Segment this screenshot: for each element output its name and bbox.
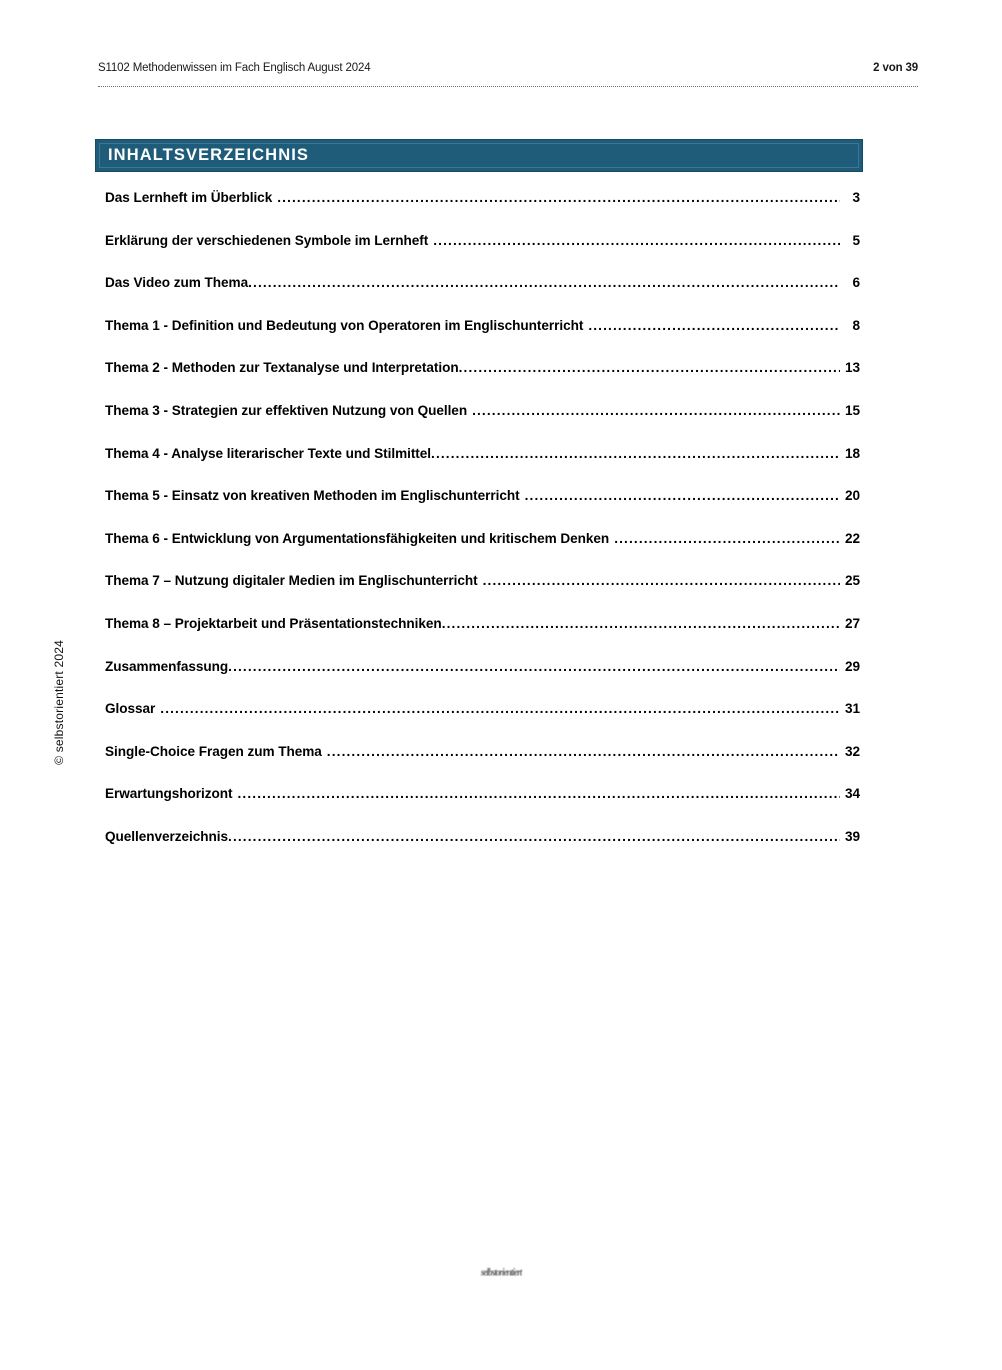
- toc-entry-page-number: 20: [844, 488, 860, 504]
- toc-entry-page-number: 3: [852, 190, 860, 205]
- toc-entry-page-number: 27: [844, 615, 860, 631]
- toc-entry[interactable]: [105, 744, 860, 787]
- toc-entry[interactable]: [105, 616, 860, 659]
- header-document-title: S1102 Methodenwissen im Fach Englisch August 2024: [98, 62, 371, 74]
- toc-leader-dots: [472, 403, 840, 417]
- toc-entry-label: Thema 7 – Nutzung digitaler Medien im Englischunterricht: [105, 573, 478, 589]
- toc-entry[interactable]: [105, 275, 860, 318]
- toc-entry-label: Thema 1 - Definition und Bedeutung von Operatoren im Englischunterricht: [105, 317, 584, 333]
- toc-entry[interactable]: [105, 829, 860, 872]
- toc-entry-page-number: 8: [852, 317, 860, 333]
- toc-entry-page-number: 34: [844, 786, 860, 802]
- toc-leader-dots: [588, 318, 840, 332]
- table-of-contents: [105, 190, 860, 872]
- toc-leader-dots: [160, 701, 840, 715]
- toc-entry[interactable]: [105, 701, 860, 744]
- toc-entry-label: Zusammenfassung: [105, 658, 229, 674]
- toc-entry[interactable]: [105, 360, 860, 403]
- toc-banner-title: INHALTSVERZEICHNIS: [108, 146, 310, 165]
- toc-entry[interactable]: [105, 786, 860, 829]
- brand-wordmark-icon: selbstorientiert: [480, 1266, 522, 1278]
- header-divider-rule: [98, 86, 918, 87]
- toc-entry[interactable]: [105, 446, 860, 489]
- toc-entry-label: Quellenverzeichnis: [105, 828, 229, 844]
- toc-entry-label: Erwartungshorizont: [105, 786, 233, 802]
- toc-entry[interactable]: [105, 659, 860, 702]
- toc-entry-label: Das Lernheft im Überblick: [105, 190, 273, 205]
- footer-logo: [0, 1262, 1002, 1280]
- toc-entry[interactable]: [105, 488, 860, 531]
- toc-entry[interactable]: [105, 190, 860, 233]
- toc-leader-dots: [431, 446, 840, 460]
- toc-entry-page-number: 22: [844, 530, 860, 546]
- toc-entry-page-number: 29: [844, 658, 860, 674]
- toc-leader-dots: [525, 488, 840, 502]
- toc-entry-page-number: 6: [852, 275, 860, 291]
- toc-leader-dots: [614, 531, 840, 545]
- toc-section-banner: [95, 139, 863, 172]
- toc-entry-label: Thema 8 – Projektarbeit und Präsentationstechniken: [105, 615, 442, 631]
- toc-entry-page-number: 31: [844, 701, 860, 717]
- toc-entry[interactable]: [105, 403, 860, 446]
- toc-leader-dots: [459, 360, 840, 374]
- toc-entry[interactable]: [105, 531, 860, 574]
- toc-leader-dots: [483, 573, 840, 587]
- side-copyright-notice: © selbstorientiert 2024: [52, 640, 66, 765]
- toc-entry-label: Thema 5 - Einsatz von kreativen Methoden im Englischunterricht: [105, 488, 520, 504]
- toc-entry-page-number: 25: [844, 573, 860, 589]
- toc-entry-page-number: 32: [844, 743, 860, 759]
- toc-entry-page-number: 15: [844, 402, 860, 418]
- toc-entry-label: Thema 3 - Strategien zur effektiven Nutzung von Quellen: [105, 402, 468, 418]
- toc-entry-label: Das Video zum Thema: [105, 275, 249, 291]
- toc-leader-dots: [327, 744, 840, 758]
- toc-leader-dots: [433, 233, 840, 247]
- toc-leader-dots: [277, 190, 840, 204]
- toc-entry[interactable]: [105, 233, 860, 276]
- toc-entry-label: Single-Choice Fragen zum Thema: [105, 743, 322, 759]
- toc-leader-dots: [248, 275, 840, 289]
- toc-entry-page-number: 5: [852, 232, 860, 248]
- toc-entry-page-number: 39: [844, 828, 860, 844]
- toc-entry-label: Thema 2 - Methoden zur Textanalyse und Interpretation: [105, 360, 459, 376]
- page-header: [98, 62, 918, 74]
- toc-entry[interactable]: [105, 318, 860, 361]
- toc-entry-label: Thema 4 - Analyse literarischer Texte und Stilmittel: [105, 445, 432, 461]
- toc-entry[interactable]: [105, 573, 860, 616]
- toc-entry-page-number: 13: [844, 360, 860, 376]
- toc-entry-label: Glossar: [105, 701, 156, 717]
- toc-leader-dots: [228, 829, 840, 843]
- toc-entry-label: Erklärung der verschiedenen Symbole im Lernheft: [105, 232, 429, 248]
- toc-leader-dots: [237, 786, 840, 800]
- toc-entry-page-number: 18: [844, 445, 860, 461]
- toc-leader-dots: [442, 616, 840, 630]
- header-page-indicator: 2 von 39: [873, 62, 918, 74]
- toc-entry-label: Thema 6 - Entwicklung von Argumentationsfähigkeiten und kritischem Denken: [105, 530, 610, 546]
- toc-leader-dots: [228, 659, 840, 673]
